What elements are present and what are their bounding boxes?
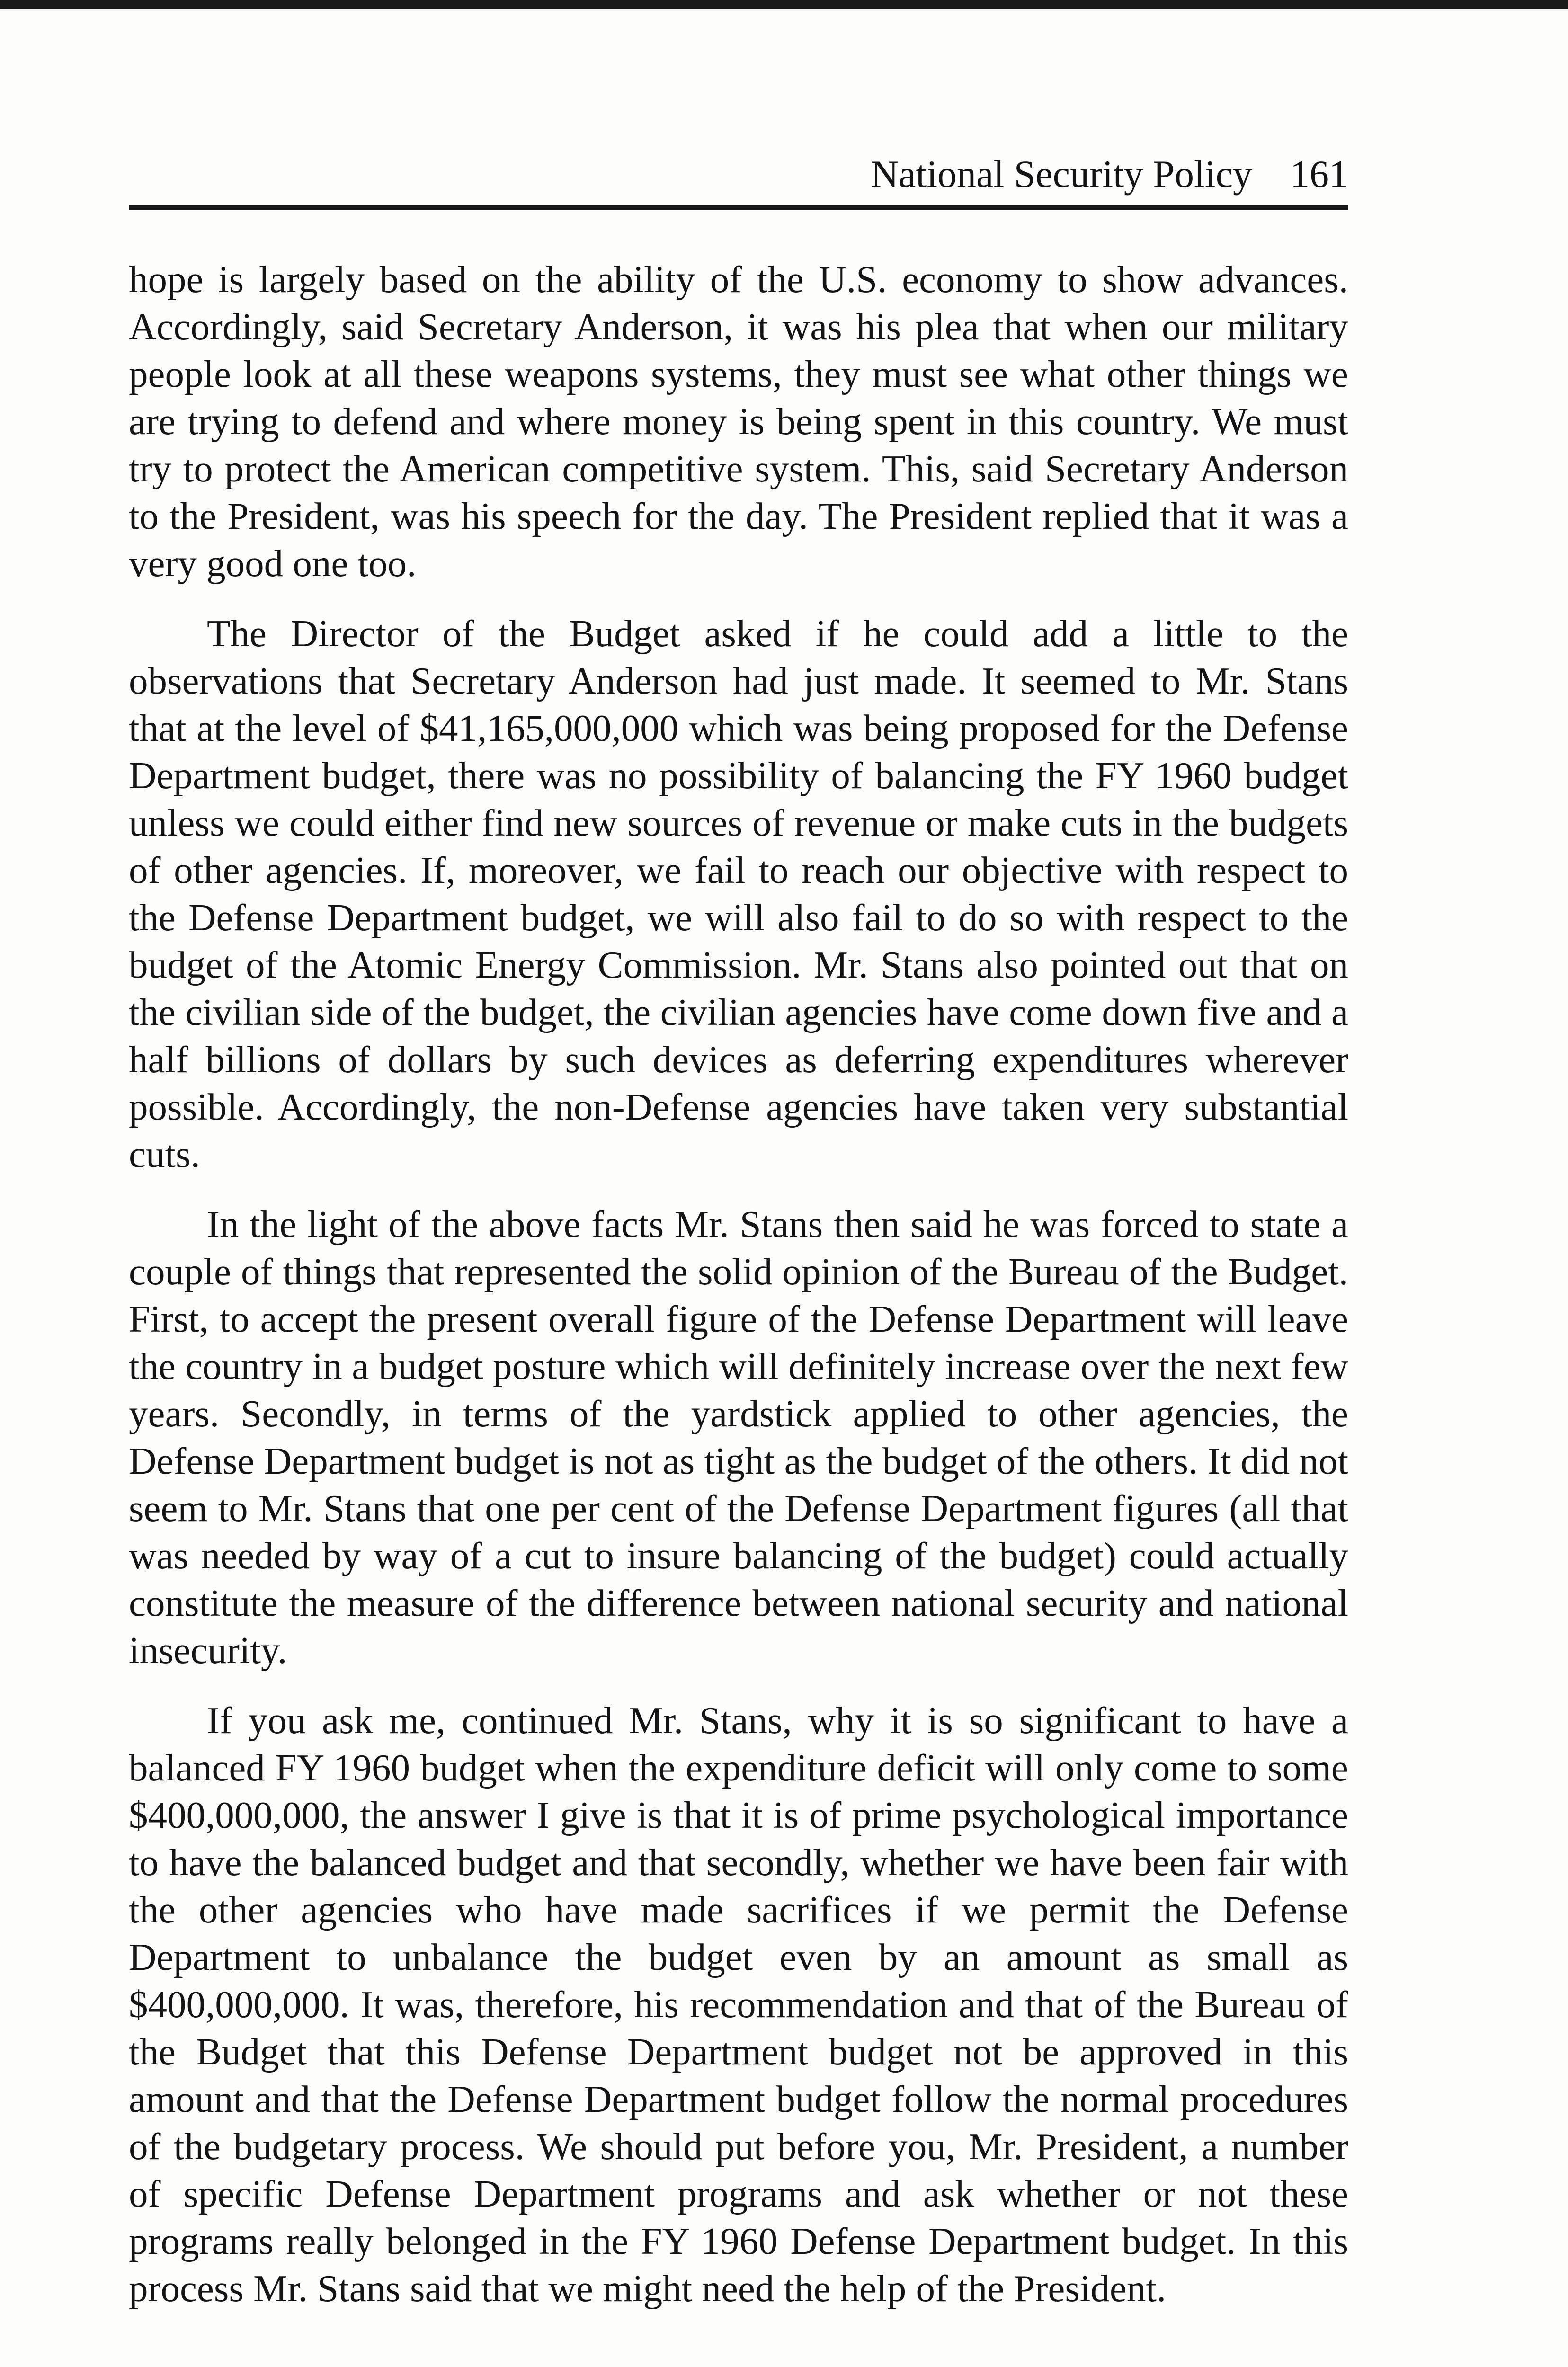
scan-top-border: [0, 0, 1568, 9]
paragraph-4: If you ask me, continued Mr. Stans, why it is so significant to have a balanced FY 1960 budget when the expenditure deficit will only come to some $400,000,000, the answer I give is that it is of prime psychological importance to have the balanced budget and that secondly, whether we have been fair with the other agencies who have made sacrifices if we permit the Defense Department to unbalance the budget even by an amount as small as $400,000,000. It was, therefore, his recommendation and that of the Bureau of the Budget that this Defense Department budget not be approved in this amount and that the Defense Department budget follow the normal procedures of the budgetary process. We should put before you, Mr. President, a number of specific Defense Department programs and ask whether or not these programs really belonged in the FY 1960 Defense Department budget. In this process Mr. Stans said that we might need the help of the President.: [129, 1699, 1348, 2310]
page-number: 161: [1290, 152, 1348, 196]
header-rule: [129, 205, 1348, 210]
body-text: [129, 256, 1348, 2335]
paragraph-3: In the light of the above facts Mr. Stans then said he was forced to state a couple of things that represented the solid opinion of the Bureau of the Budget. First, to accept the present overall figure of the Defense Department will leave the country in a budget posture which will definitely increase over the next few years. Secondly, in terms of the yardstick applied to other agencies, the Defense Department budget is not as tight as the budget of the others. It did not seem to Mr. Stans that one per cent of the Defense Department figures (all that was needed by way of a cut to insure balancing of the budget) could actually constitute the measure of the difference between national security and national insecurity.: [129, 1203, 1348, 1672]
paragraph-1: hope is largely based on the ability of the U.S. economy to show advances. Accordingly, said Secretary Anderson, it was his plea that when our military people look at all these weapons systems, they must see what other things we are trying to defend and where money is being spent in this country. We must try to protect the American competitive system. This, said Secretary Anderson to the President, was his speech for the day. The President replied that it was a very good one too.: [129, 258, 1348, 585]
running-title: National Security Policy: [870, 152, 1252, 196]
paragraph-2: The Director of the Budget asked if he could add a little to the observations that Secretary Anderson had just made. It seemed to Mr. Stans that at the level of $41,165,000,000 which was being proposed for the Defense Department budget, there was no possibility of balancing the FY 1960 budget unless we could either find new sources of revenue or make cuts in the budgets of other agencies. If, moreover, we fail to reach our objective with respect to the Defense Department budget, we will also fail to do so with respect to the budget of the Atomic Energy Commission. Mr. Stans also pointed out that on the civilian side of the budget, the civilian agencies have come down five and a half billions of dollars by such devices as deferring expenditures wherever possible. Accordingly, the non-Defense agencies have taken very substantial cuts.: [129, 612, 1348, 1175]
running-head: [129, 151, 1348, 198]
